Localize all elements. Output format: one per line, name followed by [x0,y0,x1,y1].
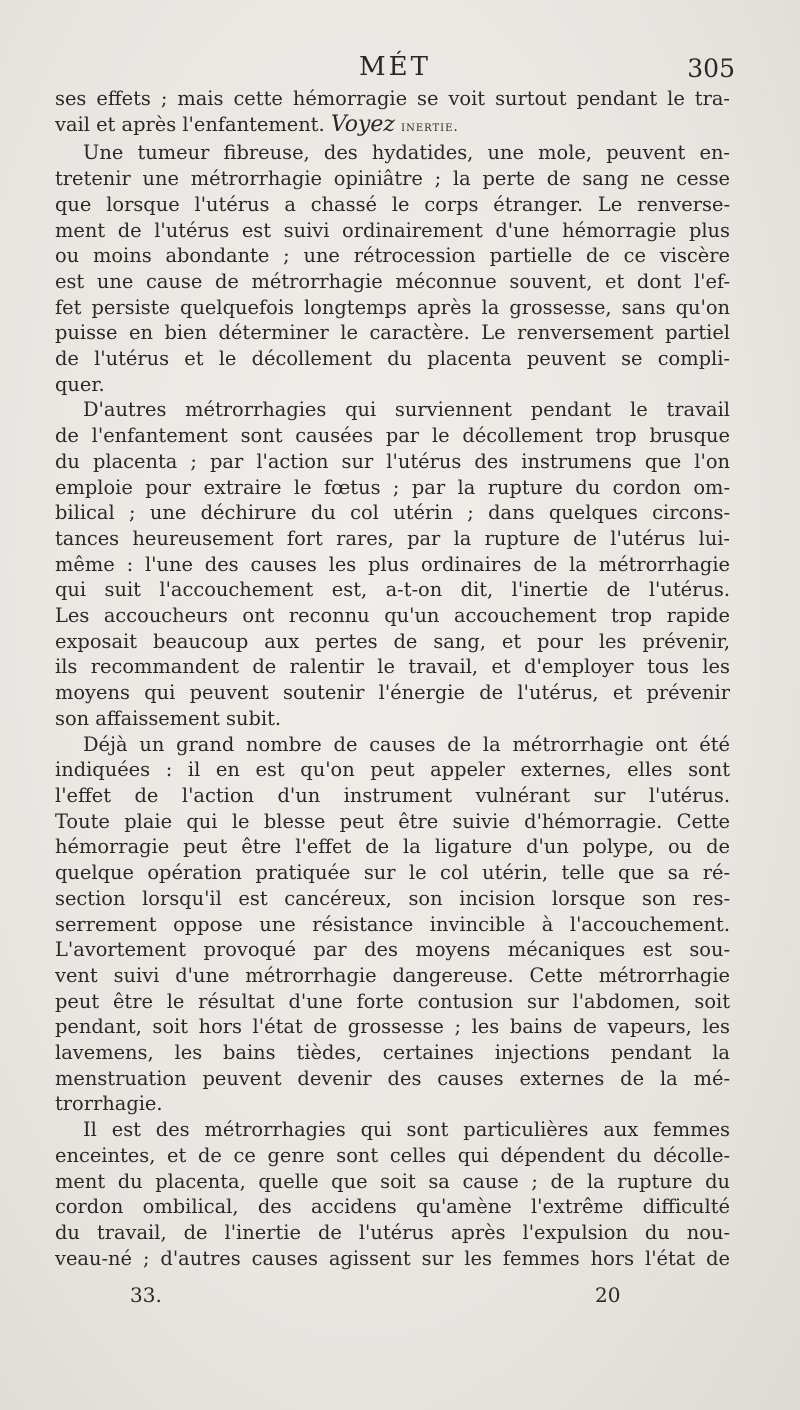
text-line: bilical ; une déchirure du col utérin ; dans quelques circons- [55,501,730,525]
running-head: MÉT [359,52,431,82]
page-header [55,48,735,84]
text-line: menstruation peuvent devenir des causes externes de la mé- [55,1066,730,1090]
text-line: veau-né ; d'autres causes agissent sur les femmes hors l'état de [55,1246,730,1270]
text-line: Il est des métrorrhagies qui sont particulières aux femmes [83,1118,730,1142]
paragraph [55,140,730,397]
text-line: ment du placenta, quelle que soit sa cause ; de la rupture du [55,1169,730,1193]
text-line: moyens qui peuvent soutenir l'énergie de l'utérus, et prévenir [55,681,730,705]
text-line: de l'utérus et le décollement du placenta peuvent se compli- [55,347,730,371]
text-line: exposait beaucoup aux pertes de sang, et pour les prévenir, [55,629,730,653]
text-line: est une cause de métrorrhagie méconnue souvent, et dont l'ef- [55,269,730,293]
paragraph [55,1117,730,1271]
text-line: trorrhagie. [55,1092,163,1116]
text-line: ment de l'utérus est suivi ordinairement d'une hémorragie plus [55,218,730,242]
text-line: enceintes, et de ce genre sont celles qui dépendent du décolle- [55,1143,730,1167]
paragraph [55,397,730,731]
body-text [55,86,730,1271]
text-line: lavemens, les bains tièdes, certaines injections pendant la [55,1041,730,1065]
text-line: l'effet de l'action d'un instrument vulnérant sur l'utérus. [55,783,730,807]
text-line: quelque opération pratiquée sur le col utérin, telle que sa ré- [55,861,730,885]
text-line: section lorsqu'il est cancéreux, son incision lorsque son res- [55,886,730,910]
text-line: tretenir une métrorrhagie opiniâtre ; la perte de sang ne cesse [55,167,730,191]
text-line: L'avortement provoqué par des moyens mécaniques est sou- [55,938,730,962]
text-line: de l'enfantement sont causées par le décollement trop brusque [55,424,730,448]
signature-mark: 33. [130,1283,162,1307]
gathering-number: 20 [595,1283,621,1307]
text-line: serrement oppose une résistance invincible à l'accouchement. [55,912,730,936]
text-line: quer. [55,372,105,396]
text-line: ils recommandent de ralentir le travail, et d'employer tous les [55,655,730,679]
cross-reference-target: inertie. [401,118,459,135]
text-line: que lorsque l'utérus a chassé le corps étranger. Le renverse- [55,192,730,216]
text-line: tances heureusement fort rares, par la rupture de l'utérus lui- [55,526,730,550]
text-line: puisse en bien déterminer le caractère. Le renversement partiel [55,321,730,345]
text-line: qui suit l'accouchement est, a-t-on dit, l'inertie de l'utérus. [55,578,730,602]
text-line: Les accoucheurs ont reconnu qu'un accouchement trop rapide [55,604,730,628]
text-line: Une tumeur fibreuse, des hydatides, une mole, peuvent en- [83,141,730,165]
text-line: cordon ombilical, des accidens qu'amène l'extrême difficulté [55,1195,730,1219]
text-line: son affaissement subit. [55,706,282,730]
text-line: indiquées : il en est qu'on peut appeler externes, elles sont [55,758,730,782]
text-line [55,112,730,141]
page-footer [55,1283,730,1313]
text-line: ses effets ; mais cette hémorragie se voit surtout pendant le tra- [55,87,730,110]
text-line-content: vail et après l'enfantement. [55,112,325,136]
text-line: Déjà un grand nombre de causes de la métrorrhagie ont été [83,732,730,756]
text-line: fet persiste quelquefois longtemps après la grossesse, sans qu'on [55,295,730,319]
cross-reference-word: Voyez [330,111,395,137]
paragraph [55,86,730,140]
text-line: même : l'une des causes les plus ordinaires de la métrorrhagie [55,552,730,576]
text-line: vent suivi d'une métrorrhagie dangereuse. Cette métrorrhagie [55,963,730,987]
page-number: 305 [687,54,735,83]
text-line: ou moins abondante ; une rétrocession partielle de ce viscère [55,244,730,268]
paragraph [55,732,730,1118]
text-line: du placenta ; par l'action sur l'utérus des instrumens que l'on [55,449,730,473]
text-line: pendant, soit hors l'état de grossesse ; les bains de vapeurs, les [55,1015,730,1039]
text-line: emploie pour extraire le fœtus ; par la rupture du cordon om- [55,475,730,499]
text-line: peut être le résultat d'une forte contusion sur l'abdomen, soit [55,989,730,1013]
text-line: D'autres métrorrhagies qui surviennent pendant le travail [83,398,730,422]
text-line: hémorragie peut être l'effet de la ligature d'un polype, ou de [55,835,730,859]
text-line: Toute plaie qui le blesse peut être suivie d'hémorragie. Cette [55,809,730,833]
text-line: du travail, de l'inertie de l'utérus après l'expulsion du nou- [55,1220,730,1244]
